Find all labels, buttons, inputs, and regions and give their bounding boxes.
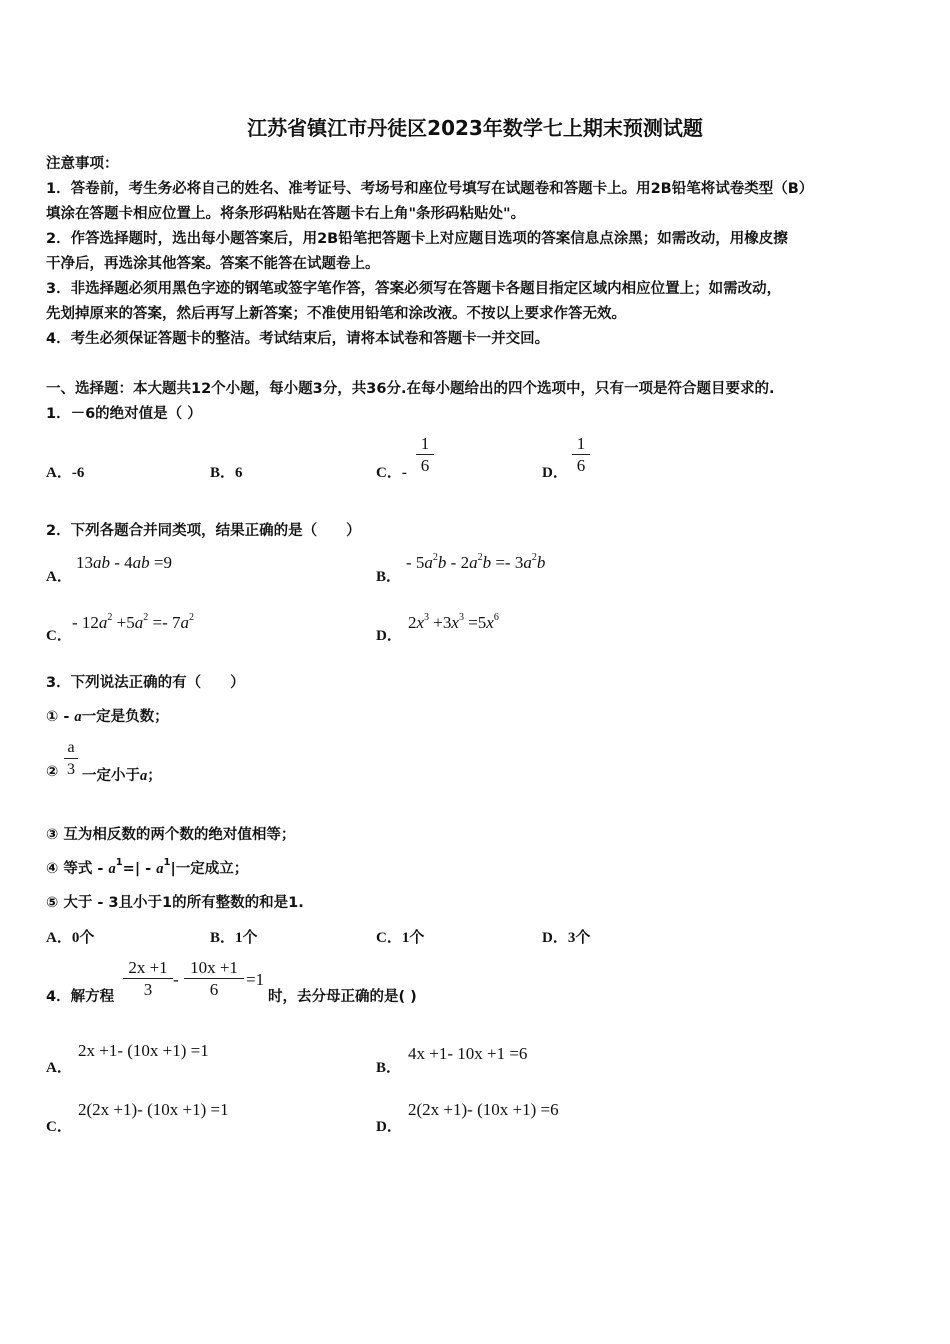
q3-statement-2-text: 一定小于a； <box>82 768 162 784</box>
q4-option-b-expression: 4x +1- 10x +1 =6 <box>408 1044 528 1063</box>
notice-line: 2．作答选择题时，选出每小题答案后，用2B铅笔把答题卡上对应题目选项的答案信息点涂黑；如需改动，用橡皮擦 <box>46 231 788 247</box>
question-4-stem-suffix: 时，去分母正确的是( ) <box>268 989 417 1005</box>
q2-option-a-expression: 13ab - 4ab =9 <box>76 553 173 572</box>
q1-option-c: C．- <box>376 465 407 481</box>
q2-option-c-expression: - $12a^2 +5a^2 =- 7a^2$ <box>72 612 195 632</box>
section-heading: 一、选择题：本大题共12个小题，每小题3分，共36分.在每小题给出的四个选项中，只有一项是符合题目要求的. <box>46 381 775 397</box>
fraction-denominator: 3 <box>67 761 75 778</box>
notice-line: 填涂在答题卡相应位置上。将条形码粘贴在答题卡右上角"条形码粘贴处"。 <box>46 206 526 222</box>
q1-option-b: B．6 <box>210 465 243 481</box>
fraction-denominator: 6 <box>420 456 430 475</box>
q2-option-a-label: A． <box>46 569 72 585</box>
question-1-stem: 1．－6的绝对值是（ ） <box>46 406 202 422</box>
q4-option-b-label: B． <box>376 1060 402 1076</box>
notice-line: 先划掉原来的答案，然后再写上新答案；不准使用铅笔和涂改液。不按以上要求作答无效。 <box>46 306 626 322</box>
q2-option-d-expression: $2x^3 +3x^3 =5x^6$ <box>408 612 499 632</box>
q2-option-c-label: C． <box>46 628 72 644</box>
q3-option-a: A．0个 <box>46 930 95 946</box>
q4-fraction-2 <box>184 958 244 1001</box>
q3-statement-5: ⑤ 大于 - 3且小于1的所有整数的和是1. <box>46 895 304 911</box>
notice-heading: 注意事项： <box>46 156 119 172</box>
fraction-numerator: 10x +1 <box>190 958 238 977</box>
q4-fraction-1 <box>123 958 173 1001</box>
notice-line: 4．考生必须保证答题卡的整洁。考试结束后，请将本试卷和答题卡一并交回。 <box>46 331 550 347</box>
q2-option-d-label: D． <box>376 628 402 644</box>
fraction-numerator: 1 <box>576 434 586 453</box>
question-2-stem: 2．下列各题合并同类项，结果正确的是（ ） <box>46 523 361 539</box>
q3-statement-1: ① - a一定是负数； <box>46 709 169 725</box>
q1-option-c-fraction <box>416 434 434 477</box>
fraction-denominator: 3 <box>143 980 153 999</box>
q4-option-d-label: D． <box>376 1119 402 1135</box>
q3-statement-3: ③ 互为相反数的两个数的绝对值相等； <box>46 827 296 843</box>
fraction-denominator: 6 <box>576 456 586 475</box>
notice-line: 干净后，再选涂其他答案。答案不能答在试题卷上。 <box>46 256 380 272</box>
q1-option-d-fraction <box>572 434 590 477</box>
q3-statement-2-fraction <box>64 738 78 781</box>
notice-line: 3．非选择题必须用黑色字迹的钢笔或签字笔作答，答案必须写在答题卡各题目指定区域内相应位置上；如需改动， <box>46 281 782 297</box>
q3-statement-2-prefix: ② <box>46 764 59 780</box>
q1-option-d: D． <box>542 465 568 481</box>
q3-option-c: C．1个 <box>376 930 425 946</box>
q1-option-a: A．-6 <box>46 465 85 481</box>
question-3-stem: 3．下列说法正确的有（ ） <box>46 675 245 691</box>
fraction-numerator: 2x +1 <box>128 958 168 977</box>
fraction-denominator: 6 <box>209 980 219 999</box>
fraction-numerator: a <box>67 739 75 756</box>
q4-option-c-expression: 2(2x +1)- (10x +1) =1 <box>78 1100 229 1119</box>
q3-statement-4: ④ 等式 - $a^1=| - a^1|$一定成立； <box>46 857 249 877</box>
page-title: 江苏省镇江市丹徒区2023年数学七上期末预测试题 <box>247 116 703 140</box>
q3-option-b: B．1个 <box>210 930 258 946</box>
q4-option-a-expression: 2x +1- (10x +1) =1 <box>78 1041 209 1060</box>
fraction-numerator: 1 <box>420 434 430 453</box>
q4-option-c-label: C． <box>46 1119 72 1135</box>
q2-option-b-label: B． <box>376 569 402 585</box>
q4-option-a-label: A． <box>46 1060 72 1076</box>
q3-option-d: D．3个 <box>542 930 591 946</box>
q4-equals: =1 <box>246 970 265 989</box>
q4-option-d-expression: 2(2x +1)- (10x +1) =6 <box>408 1100 559 1119</box>
q2-option-b-expression: - $5a^2b - 2a^2b =- 3a^2b$ <box>406 552 546 572</box>
notice-line: 1．答卷前，考生务必将自己的姓名、准考证号、考场号和座位号填写在试题卷和答题卡上。用2B铅笔将试卷类型（B） <box>46 181 814 197</box>
q4-minus-sign: - <box>173 970 179 989</box>
question-4-stem-prefix: 4．解方程 <box>46 989 115 1005</box>
